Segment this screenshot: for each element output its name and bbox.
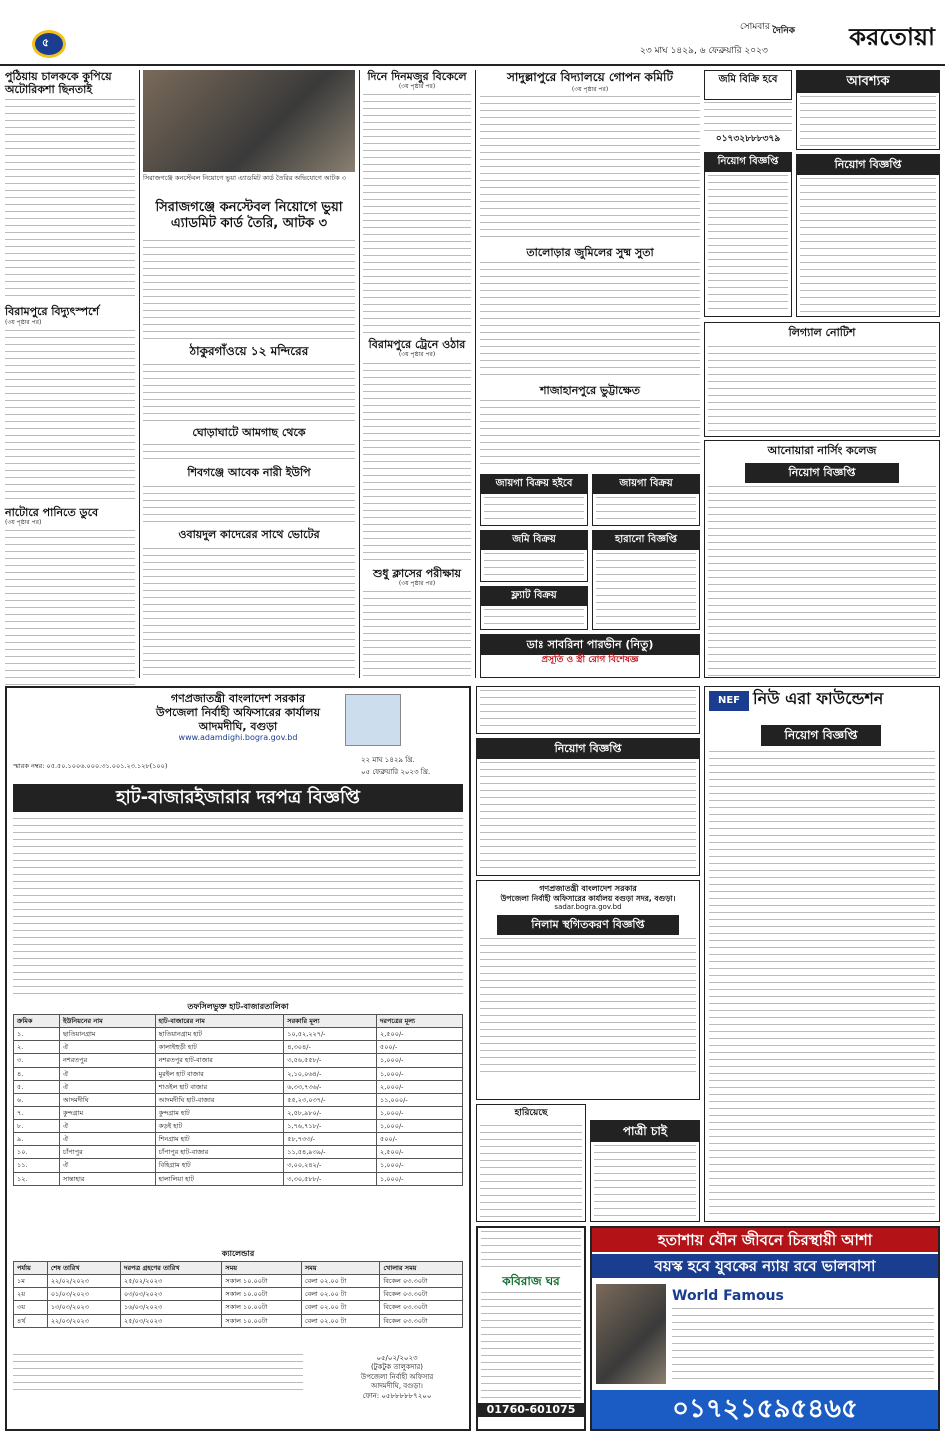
- table-header-cell: খোলার সময়: [380, 1262, 463, 1275]
- article-body: [143, 444, 355, 464]
- health-headline-2: বয়স্ক হবে যুবকের ন্যায় রবে ভালবাসা: [592, 1254, 938, 1278]
- table-cell: বিকেল ০৩.৩০টা: [380, 1301, 463, 1314]
- headline: শিবগঞ্জে আবেক নারী ইউপি: [187, 466, 311, 479]
- haat-row: [14, 1093, 463, 1106]
- calendar-title: ক্যালেন্ডার: [221, 1249, 255, 1258]
- classified-ad: জমি বিক্রয়: [480, 530, 588, 582]
- haat-row: [14, 1028, 463, 1041]
- health-ad: [590, 1226, 940, 1431]
- article-body: [5, 530, 135, 690]
- table-cell: ৫৮,৭৩৩/-: [284, 1133, 377, 1146]
- nea-logo: NEF: [709, 691, 749, 711]
- haat-row: [14, 1041, 463, 1054]
- table-cell: ৪,৩০৪/-: [284, 1041, 377, 1054]
- haat-tender-notice: গণপ্রজাতন্ত্রী বাংলাদেশ সরকার উপজেলা নির্বাহী অফিসারের কার্যালয় আদমদীঘি, বগুড়া www.adamdighi.bogra.gov.bd স্মারক নম্বর: ০৫.৫০.১০০৬.০০০.৩১.০০১.২৩.১২৮(১০০) ২২ মাঘ ১৪২৯ খ্রি. ০৫ ফেব্রুয়ারি ২০২৩ খ্রি. হাট-বাজারইজারার দরপত্র বিজ্ঞপ্তি তফসিলভুক্ত হাট-বাজারতালিকা ক্রমিক ইউনিয়নের নাম হাট-বাজারের নাম সরকারি মূল্য দরপত্রের মূল্য ১. ছাতিয়ানগ্রাম ছাতিয়ানগ্রাম হাট ১০,৫২,২২৭/- ২,৫০০/- ২. ঐ কালাইহুড়ী হাট ৪,৩০৪/- ৫০০/- ৩. নশরতপুর নশরতপুর হাট-বাজার ৩,৫৬,৫৫৮/- ১,০০০/- ৪. ঐ মুরইল হাট বাজার ২,১০,০৬৪/- ১,০০০/- ৫. ঐ শাওইল হাট বাজার ৬,৩৩,৭৩৬/- ২,০০০/- ৬. আদমদীঘি আদমদীঘি হাট-বাজার ৫৫,২৩,০৩৭/- ১১,০০০/- ৭. কুন্দগ্রাম কুন্দগ্রাম হাট ২,৫৮,৯৮০/- ১,০০০/- ৮. ঐ কড়ই হাট ১,৭৬,৭১৮/- ১,০০০/- ৯. ঐ শিনগ্রাম হাট ৫৮,৭৩৩/- ৫০০/- ১০. চাঁপাপুর চাঁপাপুর হাট-বাজার ১১,৫৪,৯৩৯/- ২,৫০০/- ১১. ঐ বিহিগ্রাম হাট ৩,০০,২৪২/- ১,০০০/- ১২. সান্তাহার হালালিয়া হাট ৩,৩০,৫৮৮/- ১,০০০/- ক্যালেন্ডার পর্যায় শেষ তারিখ দরপত্র গ্রহণের তারিখ সময় সময় খোলার সময় ১ম ২২/০২/২০২৩ ২৫/০২/২০২৩ সকাল ১০.০০টা বেলা ০২.০০ টা বিকেল ০৩.৩০টা ২য় ০১/০৩/২০২৩ ০৩/০৩/২০২৩ সকাল ১০.০০টা বেলা ০২.০০ টা বিকেল ০৩.৩০টা ৩য় ১৩/০৩/২০২৩ ১৬/০৩/২০২৩ সকাল ১০.০০টা বেলা ০২.০০ টা বিকেল ০৩.৩০টা ৪র্থ ২২/০৩/২০২৩ ২৫/০৩/২০২৩ সকাল ১০.০০টা বেলা ০২.০০ টা বিকেল ০৩.৩০টা ০৫/০২/২০২৩ (টুকটুক তালুকদার) উপজেলা নির্বাহী অফিসার আদমদীঘি, বগুড়া। ফোন: ০৫৮৮৮৮৮৭২০০: [5, 686, 471, 1431]
- table-cell: সান্তাহার: [59, 1172, 155, 1185]
- haat-row: [14, 1054, 463, 1067]
- table-cell: আদমদীঘি হাট-বাজার: [155, 1093, 284, 1106]
- tender-title: হাট-বাজারইজারার দরপত্র বিজ্ঞপ্তি: [13, 784, 463, 812]
- classified-ad: জমি বিক্রি হবে: [704, 70, 792, 100]
- table-header-cell: দরপত্রের মূল্য: [376, 1015, 462, 1028]
- table-cell: চাঁপাপুর: [59, 1146, 155, 1159]
- table-header-cell: পর্যায়: [14, 1262, 48, 1275]
- table-cell: ১,০০০/-: [376, 1159, 462, 1172]
- table-cell: ২২/০৩/২০২৩: [47, 1314, 120, 1327]
- table-cell: সকাল ১০.০০টা: [222, 1288, 301, 1301]
- haat-row: [14, 1146, 463, 1159]
- table-cell: ৮.: [14, 1120, 60, 1133]
- tender-body: [13, 818, 463, 998]
- phone-number: ০১৭৩২৮৮৮৩৭৯: [715, 134, 781, 144]
- table-cell: ৭.: [14, 1106, 60, 1119]
- schedule-title: তফসিলভুক্ত হাট-বাজারতালিকা: [187, 1002, 289, 1011]
- table-cell: বেলা ০২.০০ টা: [301, 1275, 380, 1288]
- article-body: [480, 96, 700, 242]
- headline: দিনে দিনমজুর বিকেলে: [367, 70, 467, 83]
- article-body: [363, 94, 471, 334]
- table-cell: ২,১০,০৬৪/-: [284, 1067, 377, 1080]
- continued-label: (৩য় পৃষ্ঠার পর): [5, 318, 42, 326]
- paper-name: করতোয়া: [849, 22, 935, 51]
- article-body: [143, 364, 355, 424]
- doctor-photo: [596, 1284, 666, 1384]
- article-body: [143, 240, 355, 340]
- table-cell: ১২.: [14, 1172, 60, 1185]
- headline: পুঠিয়ায় চালককে কুপিয়ে অটোরিকশা ছিনতাই: [5, 70, 112, 97]
- calendar-row: [14, 1301, 463, 1314]
- paper-prefix: দৈনিক: [772, 26, 795, 36]
- table-cell: ছাতিয়ানগ্রাম: [59, 1028, 155, 1041]
- signature-block: ০৫/০২/২০২৩ (টুকটুক তালুকদার) উপজেলা নির্বাহী অফিসার আদমদীঘি, বগুড়া। ফোন: ০৫৮৮৮৮৮৭২০০: [360, 1354, 434, 1400]
- table-header-cell: শেষ তারিখ: [47, 1262, 120, 1275]
- calendar-row: [14, 1314, 463, 1327]
- photo-caption: সিরাজগঞ্জে কনস্টেবল নিয়োগে ভুয়া এ্যাডমিট কার্ড তৈরির অভিযোগে আটক ৩: [143, 174, 346, 182]
- calendar-row: [14, 1288, 463, 1301]
- table-cell: শিনগ্রাম হাট: [155, 1133, 284, 1146]
- table-cell: ০৩/০৩/২০২৩: [121, 1288, 222, 1301]
- haat-row: [14, 1159, 463, 1172]
- haat-row: [14, 1067, 463, 1080]
- table-cell: কুন্দগ্রাম হাট: [155, 1106, 284, 1119]
- table-cell: ২,৫০০/-: [376, 1146, 462, 1159]
- table-cell: বিহিগ্রাম হাট: [155, 1159, 284, 1172]
- health-phone: ০১৭২১৫৯৫৪৬৫: [592, 1390, 938, 1429]
- memo-number: স্মারক নম্বর: ০৫.৫০.১০০৬.০০০.৩১.০০১.২৩.১২৮(১০০): [13, 762, 168, 770]
- table-header-cell: ক্রমিক: [14, 1015, 60, 1028]
- article-body: [480, 400, 700, 470]
- headline: সিরাজগঞ্জে কনস্টেবল নিয়োগে ভুয়া এ্যাডমিট কার্ড তৈরি, আটক ৩: [155, 200, 343, 231]
- memo-date: ২২ মাঘ ১৪২৯ খ্রি.: [361, 756, 415, 764]
- headline: বিরামপুরে বিদ্যুৎস্পর্শে: [5, 305, 100, 319]
- table-cell: কড়ই হাট: [155, 1120, 284, 1133]
- table-cell: বিকেল ০৩.৩০টা: [380, 1314, 463, 1327]
- table-cell: ২,৫৮,৯৮০/-: [284, 1106, 377, 1119]
- headline: নাটোরে পানিতে ডুবে: [5, 505, 99, 519]
- continued-label: (৩য় পৃষ্ঠার পর): [571, 86, 609, 93]
- headline: ঠাকুরগাঁওয়ে ১২ মন্দিরের: [189, 344, 309, 358]
- article-body: [363, 363, 471, 563]
- table-cell: ৪র্থ: [14, 1314, 48, 1327]
- headline: ওবায়দুল কাদেরের সাথে ভোটের: [178, 528, 320, 541]
- memo-date: ০৫ ফেব্রুয়ারি ২০২৩ খ্রি.: [361, 768, 431, 776]
- masthead: [0, 0, 945, 66]
- headline: শুধু ক্লাসের পরীক্ষায়: [372, 566, 462, 580]
- continued-label: (৩য় পৃষ্ঠার পর): [5, 518, 42, 526]
- table-cell: ১৩/০৩/২০২৩: [47, 1301, 120, 1314]
- doctor-detail-ad: [476, 686, 700, 734]
- table-cell: ১১.: [14, 1159, 60, 1172]
- headline: তালোড়ার জুমিলের সুষ্ম সুতা: [526, 246, 654, 259]
- table-cell: ৩.: [14, 1054, 60, 1067]
- table-cell: ঐ: [59, 1133, 155, 1146]
- job-ad: নিয়োগ বিজ্ঞপ্তি: [476, 738, 700, 876]
- table-cell: হালালিয়া হাট: [155, 1172, 284, 1185]
- job-ad: নিয়োগ বিজ্ঞপ্তি: [704, 152, 792, 317]
- nea-name: নিউ এরা ফাউন্ডেশন: [753, 689, 884, 708]
- table-header-cell: দরপত্র গ্রহণের তারিখ: [121, 1262, 222, 1275]
- table-cell: ১,০০০/-: [376, 1067, 462, 1080]
- legal-notice-ad: লিগ্যাল নোটিশ: [704, 322, 940, 437]
- date-label: ২৩ মাঘ ১৪২৯, ৬ ফেব্রুয়ারি ২০২৩: [640, 46, 768, 56]
- health-headline-1: হতাশায় যৌন জীবনে চিরস্থায়ী আশা: [592, 1228, 938, 1252]
- haat-row: [14, 1120, 463, 1133]
- table-cell: সকাল ১০.০০টা: [222, 1275, 301, 1288]
- table-cell: কুন্দগ্রাম: [59, 1106, 155, 1119]
- table-cell: কালাইহুড়ী হাট: [155, 1041, 284, 1054]
- table-cell: ৩য়: [14, 1301, 48, 1314]
- article-body: [5, 330, 135, 500]
- haat-row: [14, 1172, 463, 1185]
- table-cell: ১৬/০৩/২০২৩: [121, 1301, 222, 1314]
- table-cell: ১০.: [14, 1146, 60, 1159]
- table-cell: সকাল ১০.০০টা: [222, 1314, 301, 1327]
- table-cell: চাঁপাপুর হাট-বাজার: [155, 1146, 284, 1159]
- column-divider: [475, 70, 476, 678]
- article-body: [363, 591, 471, 681]
- table-cell: ১,০০০/-: [376, 1106, 462, 1119]
- article-body: [5, 99, 135, 299]
- table-cell: বিকেল ০৩.৩০টা: [380, 1288, 463, 1301]
- table-cell: বিকেল ০৩.৩০টা: [380, 1275, 463, 1288]
- article-body: [143, 486, 355, 526]
- table-cell: ছাতিয়ানগ্রাম হাট: [155, 1028, 284, 1041]
- table-cell: ৬,৩৩,৭৩৬/-: [284, 1080, 377, 1093]
- continued-label: (৩য় পৃষ্ঠার পর): [398, 83, 436, 91]
- table-cell: ২৫/০৩/২০২৩: [121, 1314, 222, 1327]
- table-cell: ২৫/০২/২০২৩: [121, 1275, 222, 1288]
- haat-row: [14, 1106, 463, 1119]
- classified-ad: আবশ্যক: [796, 70, 940, 150]
- news-photo: [143, 70, 355, 172]
- job-ad: নিয়োগ বিজ্ঞপ্তি: [796, 154, 940, 317]
- table-cell: ২,০০০/-: [376, 1080, 462, 1093]
- classified-ad: হারানো বিজ্ঞপ্তি: [592, 530, 700, 630]
- column-divider: [359, 70, 360, 678]
- table-cell: ৩,৫৬,৫৫৮/-: [284, 1054, 377, 1067]
- headline: শাজাহানপুরে ভুট্টাক্ষেত: [540, 384, 640, 397]
- table-header-cell: সরকারি মূল্য: [284, 1015, 377, 1028]
- classified-ad: জায়গা বিক্রয়: [592, 474, 700, 526]
- table-header-row: [14, 1015, 463, 1028]
- classified-ad: জায়গা বিক্রয় হইবে: [480, 474, 588, 526]
- auction-notice: গণপ্রজাতন্ত্রী বাংলাদেশ সরকার উপজেলা নির্বাহী অফিসারের কার্যালয় বগুড়া সদর, বগুড়া। sadar.bogra.gov.bd নিলাম স্থগিতকরণ বিজ্ঞপ্তি: [476, 880, 700, 1100]
- news-column-left: [5, 70, 135, 678]
- table-header-cell: ইউনিয়নের নাম: [59, 1015, 155, 1028]
- table-cell: বেলা ০২.০০ টা: [301, 1314, 380, 1327]
- table-cell: বেলা ০২.০০ টা: [301, 1288, 380, 1301]
- table-cell: ৫০০/-: [376, 1133, 462, 1146]
- lost-ad: হারিয়েছে: [476, 1104, 586, 1222]
- classified-ad: ফ্ল্যাট বিক্রয়: [480, 586, 588, 630]
- table-cell: ১ম: [14, 1275, 48, 1288]
- table-cell: ২য়: [14, 1288, 48, 1301]
- headline: বিরামপুরে ট্রেনে ওঠার: [368, 338, 466, 352]
- headline: সাদুল্লাপুরে বিদ্যালয়ে গোপন কমিটি: [506, 70, 674, 84]
- table-cell: ১,০০০/-: [376, 1172, 462, 1185]
- table-cell: ১১,০০০/-: [376, 1093, 462, 1106]
- kobiraj-ad: কবিরাজ ঘর 01760-601075: [476, 1226, 586, 1431]
- table-cell: ১,৭৬,৭১৮/-: [284, 1120, 377, 1133]
- table-cell: ২.: [14, 1041, 60, 1054]
- table-cell: ঐ: [59, 1159, 155, 1172]
- table-cell: ঐ: [59, 1080, 155, 1093]
- table-cell: ৯.: [14, 1133, 60, 1146]
- table-cell: ৩,৩০,৫৮৮/-: [284, 1172, 377, 1185]
- table-cell: ১,০০০/-: [376, 1054, 462, 1067]
- table-cell: ৫০০/-: [376, 1041, 462, 1054]
- doctor-ad: ডাঃ সাবরিনা পারভীন (নিতু) প্রসূতি ও স্ত্রী রোগ বিশেষজ্ঞ: [480, 634, 700, 678]
- table-header-cell: সময়: [301, 1262, 380, 1275]
- table-header-cell: সময়: [222, 1262, 301, 1275]
- table-cell: শাওইল হাট বাজার: [155, 1080, 284, 1093]
- table-cell: ৩,০০,২৪২/-: [284, 1159, 377, 1172]
- haat-row: [14, 1080, 463, 1093]
- table-cell: বেলা ০২.০০ টা: [301, 1301, 380, 1314]
- column-divider: [139, 70, 140, 678]
- world-famous: World Famous: [672, 1288, 784, 1304]
- nea-job-ad: [704, 686, 940, 1222]
- nea-job-title: নিয়োগ বিজ্ঞপ্তি: [761, 725, 881, 746]
- table-cell: ঐ: [59, 1041, 155, 1054]
- table-cell: নশরতপুর: [59, 1054, 155, 1067]
- table-cell: ১১,৫৪,৯৩৯/-: [284, 1146, 377, 1159]
- table-cell: ১০,৫২,২২৭/-: [284, 1028, 377, 1041]
- table-cell: আদমদীঘি: [59, 1093, 155, 1106]
- table-cell: ২,৫০০/-: [376, 1028, 462, 1041]
- table-cell: ১,০০০/-: [376, 1120, 462, 1133]
- news-column-middle: [363, 70, 471, 678]
- table-cell: ঐ: [59, 1067, 155, 1080]
- table-header-row: [14, 1262, 463, 1275]
- table-cell: ৫.: [14, 1080, 60, 1093]
- table-cell: ২২/০২/২০২৩: [47, 1275, 120, 1288]
- table-cell: ঐ: [59, 1120, 155, 1133]
- nursing-college-ad: আনোয়ারা নার্সিং কলেজ নিয়োগ বিজ্ঞপ্তি: [704, 440, 940, 678]
- article-body: [480, 262, 700, 380]
- article-body: [143, 548, 355, 678]
- bride-ad: পাত্রী চাই: [590, 1120, 700, 1222]
- table-cell: ১.: [14, 1028, 60, 1041]
- table-cell: ৬.: [14, 1093, 60, 1106]
- tender-footer: [13, 1354, 303, 1394]
- calendar-table: [13, 1261, 463, 1328]
- mujib-logo: [345, 694, 401, 746]
- table-cell: ০১/০৩/২০২৩: [47, 1288, 120, 1301]
- day-label: সোমবার: [740, 22, 770, 32]
- headline: ঘোড়াঘাটে আমগাছ থেকে: [192, 426, 306, 439]
- table-cell: ৫৫,২৩,০৩৭/-: [284, 1093, 377, 1106]
- continued-label: (৩য় পৃষ্ঠার পর): [398, 351, 436, 359]
- table-header-cell: হাট-বাজারের নাম: [155, 1015, 284, 1028]
- table-cell: মুরইল হাট বাজার: [155, 1067, 284, 1080]
- calendar-row: [14, 1275, 463, 1288]
- continued-label: (৩য় পৃষ্ঠার পর): [398, 579, 436, 587]
- table-cell: ৪.: [14, 1067, 60, 1080]
- page-number: ৫: [42, 36, 50, 49]
- table-cell: সকাল ১০.০০টা: [222, 1301, 301, 1314]
- haat-table: [13, 1014, 463, 1186]
- table-cell: নশরতপুর হাট-বাজার: [155, 1054, 284, 1067]
- haat-row: [14, 1133, 463, 1146]
